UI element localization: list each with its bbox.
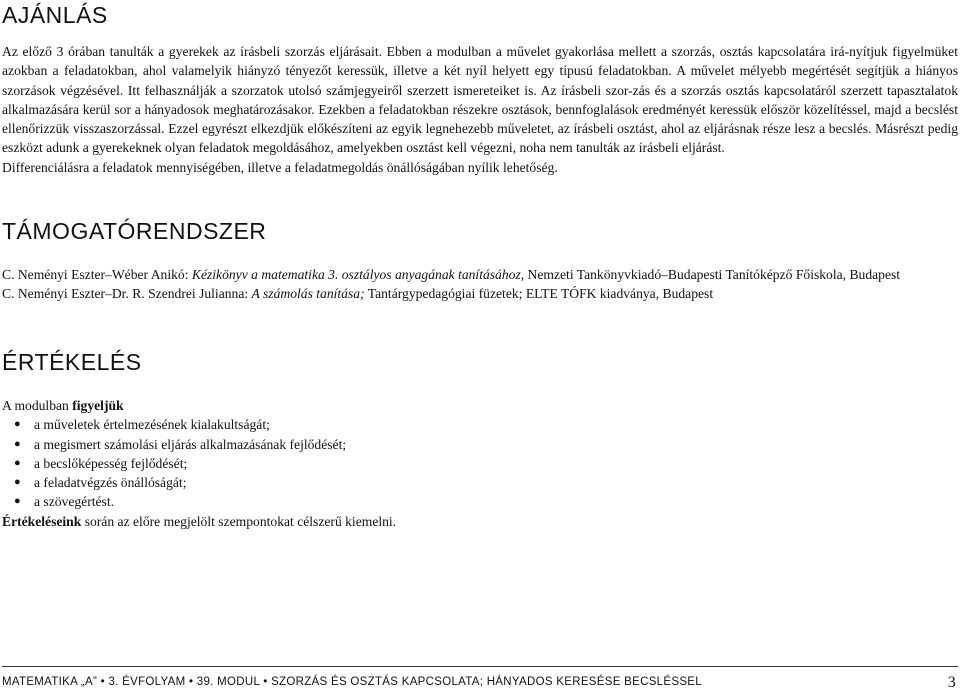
page-number: 3 [947,674,956,691]
heading-tamogatorendszer: TÁMOGATÓRENDSZER [2,218,267,244]
list-item [2,492,958,511]
list-item [2,454,958,473]
list-item-text: a feladatvégzés önállóságát; [34,475,187,491]
list-item [2,473,958,492]
reference-2-authors: C. Neményi Eszter–Dr. R. Szendrei Julianna: [2,286,252,302]
heading-ajanlas: AJÁNLÁS [2,2,108,28]
bullet-icon: ● [14,495,21,508]
evaluation-lead-text: A modulban [2,398,73,413]
bullet-icon: ● [14,437,21,450]
reference-1-publisher: Nemzeti Tankönyvkiadó–Budapesti Tanítóképző Főiskola, Budapest [524,267,901,282]
evaluation-section [2,396,958,531]
bullet-icon: ● [14,476,21,489]
differentiation-paragraph: Differenciálásra a feladatok mennyiségében, illetve a feladatmegoldás önállóságában nyílik lehetőség. [2,159,558,175]
evaluation-bullet-list [2,415,958,511]
document-page [2,0,958,693]
evaluation-lead-bold: figyeljük [72,398,124,413]
intro-section [2,42,958,177]
reference-2-title: A számolás tanítása; [251,286,365,302]
list-item [2,415,958,434]
reference-2-publisher: Tantárgypedagógiai füzetek; ELTE TÓFK kiadványa, Budapest [364,286,714,302]
list-item-text: a becslőképesség fejlődését; [34,455,188,471]
footer-divider [2,666,958,667]
evaluation-closing-text: során az előre megjelölt szempontokat célszerű kiemelni. [81,513,397,529]
heading-ertekeles: ÉRTÉKELÉS [2,349,142,375]
evaluation-closing [2,512,958,531]
list-item-text: a műveletek értelmezésének kialakultságát; [34,417,270,433]
reference-2 [2,284,958,303]
bullet-icon: ● [14,418,21,431]
reference-1-authors: C. Neményi Eszter–Wéber Anikó: [2,267,192,282]
reference-1-title: Kézikönyv a matematika 3. osztályos anyagának tanításához, [191,267,525,282]
list-item-text: a megismert számolási eljárás alkalmazásának fejlődését; [34,436,347,452]
bullet-icon: ● [14,456,21,469]
evaluation-closing-bold: Értékeléseink [2,513,82,529]
references-section [2,265,958,304]
evaluation-lead [2,396,958,415]
list-item [2,435,958,454]
footer-running-title: MATEMATIKA „A” • 3. ÉVFOLYAM • 39. MODUL • SZORZÁS ÉS OSZTÁS KAPCSOLATA; HÁNYADOS KERESÉSE BECSLÉSSEL [2,676,702,688]
intro-paragraph: Az előző 3 órában tanulták a gyerekek az írásbeli szorzás eljárásait. Ebben a modulban a művelet gyakorlása mellett a szorzás, osztás kapcsolatára irá-nyítjuk figyelmüket azokban a feladatokban, ahol valamelyik hiányzó tényezőt keressük, illetve a két nyíl helyett egy típusú feladatokban. A művelet mélyebb megértését segítjük a hiányos szorzások végzésével. Itt felhasználják a szorzatok utolsó számjegyeiről szerzett ismereteiket is. Az írásbeli szor-zás és a szorzás osztás kapcsolatáról szerzett tapasztalatok alkalmazására kerül sor a hányadosok meghatározásakor. Ezekben a feladatokban részekre osztások, bennfoglalások eredményét keressük először közelítéssel, majd a becslést ellenőrizzük visszaszorzással. Ezzel egyrészt elkezdjük előkészíteni az egyik legnehezebb műveletet, az írásbeli osztást, ahol az eljárásnak része lesz a becslés. Másrészt pedig eszközt adunk a gyerekeknek olyan feladatok megoldásához, amelyekben osztást kell végezni, noha nem tanulták az írásbeli eljárást. [2,44,958,156]
list-item-text: a szövegértést. [34,494,115,510]
reference-1 [2,265,958,284]
page-footer [2,674,958,691]
